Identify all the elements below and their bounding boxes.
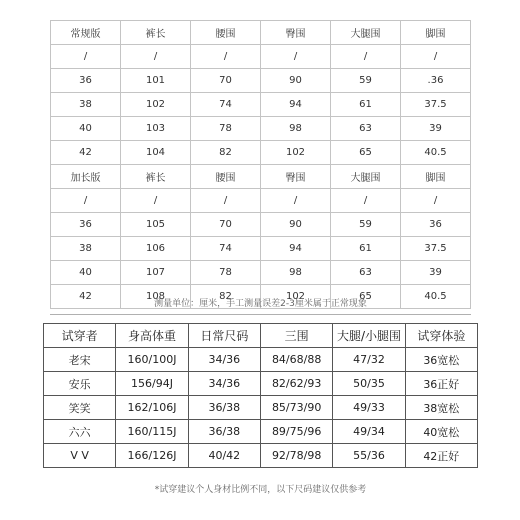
- table-cell: 34/36: [188, 372, 260, 396]
- size-row: [51, 261, 471, 285]
- table-cell: 74: [191, 237, 261, 261]
- table-cell: 37.5: [401, 237, 471, 261]
- header-cell: 裤长: [121, 21, 191, 45]
- table-cell: /: [121, 189, 191, 213]
- header-cell: 日常尺码: [188, 324, 260, 348]
- table-cell: 55/36: [333, 444, 405, 468]
- table-cell: 40.5: [401, 141, 471, 165]
- table-cell: 61: [331, 93, 401, 117]
- header-cell: 裤长: [121, 165, 191, 189]
- table-cell: 90: [261, 69, 331, 93]
- header-cell: 脚围: [401, 21, 471, 45]
- table-cell: 50/35: [333, 372, 405, 396]
- header-cell: 腰围: [191, 21, 261, 45]
- try-on-row: [44, 420, 478, 444]
- table-cell: 36/38: [188, 420, 260, 444]
- table-cell: 74: [191, 93, 261, 117]
- try-on-note: *试穿建议个人身材比例不同，以下尺码建议仅供参考: [154, 485, 367, 495]
- table-cell: 70: [191, 213, 261, 237]
- try-on-row: [44, 444, 478, 468]
- table-cell: 63: [331, 261, 401, 285]
- size-row: [51, 69, 471, 93]
- table-cell: 38: [51, 237, 121, 261]
- table-cell: 39: [401, 117, 471, 141]
- try-on-row: [44, 372, 478, 396]
- size-row: [51, 237, 471, 261]
- header-cell: 大腿围: [331, 21, 401, 45]
- try-on-row: [44, 396, 478, 420]
- table-cell: 65: [331, 141, 401, 165]
- table-cell: 160/100J: [116, 348, 188, 372]
- header-cell: 试穿者: [44, 324, 116, 348]
- table-cell: 34/36: [188, 348, 260, 372]
- table-cell: 42: [51, 141, 121, 165]
- table-cell: 94: [261, 93, 331, 117]
- table-cell: 49/33: [333, 396, 405, 420]
- table-cell: /: [261, 189, 331, 213]
- try-on-header-row: [44, 324, 478, 348]
- size-row: [51, 189, 471, 213]
- size-header-row: [51, 21, 471, 45]
- header-cell: 臀围: [261, 21, 331, 45]
- table-cell: /: [121, 45, 191, 69]
- table-cell: 老宋: [44, 348, 116, 372]
- table-cell: /: [331, 189, 401, 213]
- table-cell: 63: [331, 117, 401, 141]
- table-cell: 42正好: [405, 444, 477, 468]
- table-cell: 102: [261, 285, 331, 309]
- header-cell: 三围: [260, 324, 332, 348]
- table-cell: 82: [191, 285, 261, 309]
- table-cell: 84/68/88: [260, 348, 332, 372]
- table-cell: 82/62/93: [260, 372, 332, 396]
- table-cell: 40: [51, 261, 121, 285]
- table-cell: 36正好: [405, 372, 477, 396]
- table-cell: 40: [51, 117, 121, 141]
- try-on-table: [43, 323, 478, 468]
- table-cell: 40.5: [401, 285, 471, 309]
- table-cell: 40/42: [188, 444, 260, 468]
- table-cell: 37.5: [401, 93, 471, 117]
- table-cell: /: [401, 189, 471, 213]
- table-cell: 160/115J: [116, 420, 188, 444]
- table-cell: 70: [191, 69, 261, 93]
- table-cell: 78: [191, 261, 261, 285]
- size-row: [51, 93, 471, 117]
- table-cell: 108: [121, 285, 191, 309]
- table-cell: 103: [121, 117, 191, 141]
- table-cell: 98: [261, 261, 331, 285]
- table-cell: 107: [121, 261, 191, 285]
- table-cell: 安乐: [44, 372, 116, 396]
- table-cell: 36: [51, 69, 121, 93]
- table-cell: /: [51, 45, 121, 69]
- header-cell: 加长版: [51, 165, 121, 189]
- table-cell: 104: [121, 141, 191, 165]
- table-cell: 102: [121, 93, 191, 117]
- table-cell: /: [401, 45, 471, 69]
- table-cell: 94: [261, 237, 331, 261]
- table-cell: /: [261, 45, 331, 69]
- table-cell: 106: [121, 237, 191, 261]
- try-on-row: [44, 348, 478, 372]
- table-cell: /: [191, 189, 261, 213]
- divider: [50, 314, 471, 315]
- table-cell: 162/106J: [116, 396, 188, 420]
- table-cell: 105: [121, 213, 191, 237]
- measurement-note: 测量单位：厘米，手工测量误差2-3厘米属于正常现象: [154, 299, 367, 309]
- table-cell: 42: [51, 285, 121, 309]
- table-cell: 49/34: [333, 420, 405, 444]
- table-cell: 65: [331, 285, 401, 309]
- table-cell: .36: [401, 69, 471, 93]
- header-cell: 腰围: [191, 165, 261, 189]
- size-table: [50, 20, 471, 309]
- header-cell: 大腿围: [331, 165, 401, 189]
- table-cell: V V: [44, 444, 116, 468]
- table-cell: /: [191, 45, 261, 69]
- table-cell: 78: [191, 117, 261, 141]
- table-cell: 59: [331, 213, 401, 237]
- header-cell: 常规版: [51, 21, 121, 45]
- table-cell: 笑笑: [44, 396, 116, 420]
- header-cell: 臀围: [261, 165, 331, 189]
- table-cell: 38: [51, 93, 121, 117]
- table-cell: 36宽松: [405, 348, 477, 372]
- table-cell: 40宽松: [405, 420, 477, 444]
- header-cell: 脚围: [401, 165, 471, 189]
- table-cell: 36: [51, 213, 121, 237]
- table-cell: 59: [331, 69, 401, 93]
- table-cell: 六六: [44, 420, 116, 444]
- header-cell: 身高体重: [116, 324, 188, 348]
- table-cell: 98: [261, 117, 331, 141]
- size-header-row: [51, 165, 471, 189]
- table-cell: 38宽松: [405, 396, 477, 420]
- header-cell: 试穿体验: [405, 324, 477, 348]
- table-cell: 166/126J: [116, 444, 188, 468]
- table-cell: 92/78/98: [260, 444, 332, 468]
- table-cell: 101: [121, 69, 191, 93]
- header-cell: 大腿/小腿围: [333, 324, 405, 348]
- table-cell: 90: [261, 213, 331, 237]
- size-row: [51, 141, 471, 165]
- table-cell: 82: [191, 141, 261, 165]
- table-cell: 102: [261, 141, 331, 165]
- table-cell: 156/94J: [116, 372, 188, 396]
- table-cell: /: [51, 189, 121, 213]
- table-cell: 47/32: [333, 348, 405, 372]
- table-cell: 61: [331, 237, 401, 261]
- table-cell: 85/73/90: [260, 396, 332, 420]
- table-cell: 36: [401, 213, 471, 237]
- table-cell: 36/38: [188, 396, 260, 420]
- size-row: [51, 213, 471, 237]
- size-row: [51, 45, 471, 69]
- size-row: [51, 117, 471, 141]
- table-cell: 39: [401, 261, 471, 285]
- table-cell: /: [331, 45, 401, 69]
- table-cell: 89/75/96: [260, 420, 332, 444]
